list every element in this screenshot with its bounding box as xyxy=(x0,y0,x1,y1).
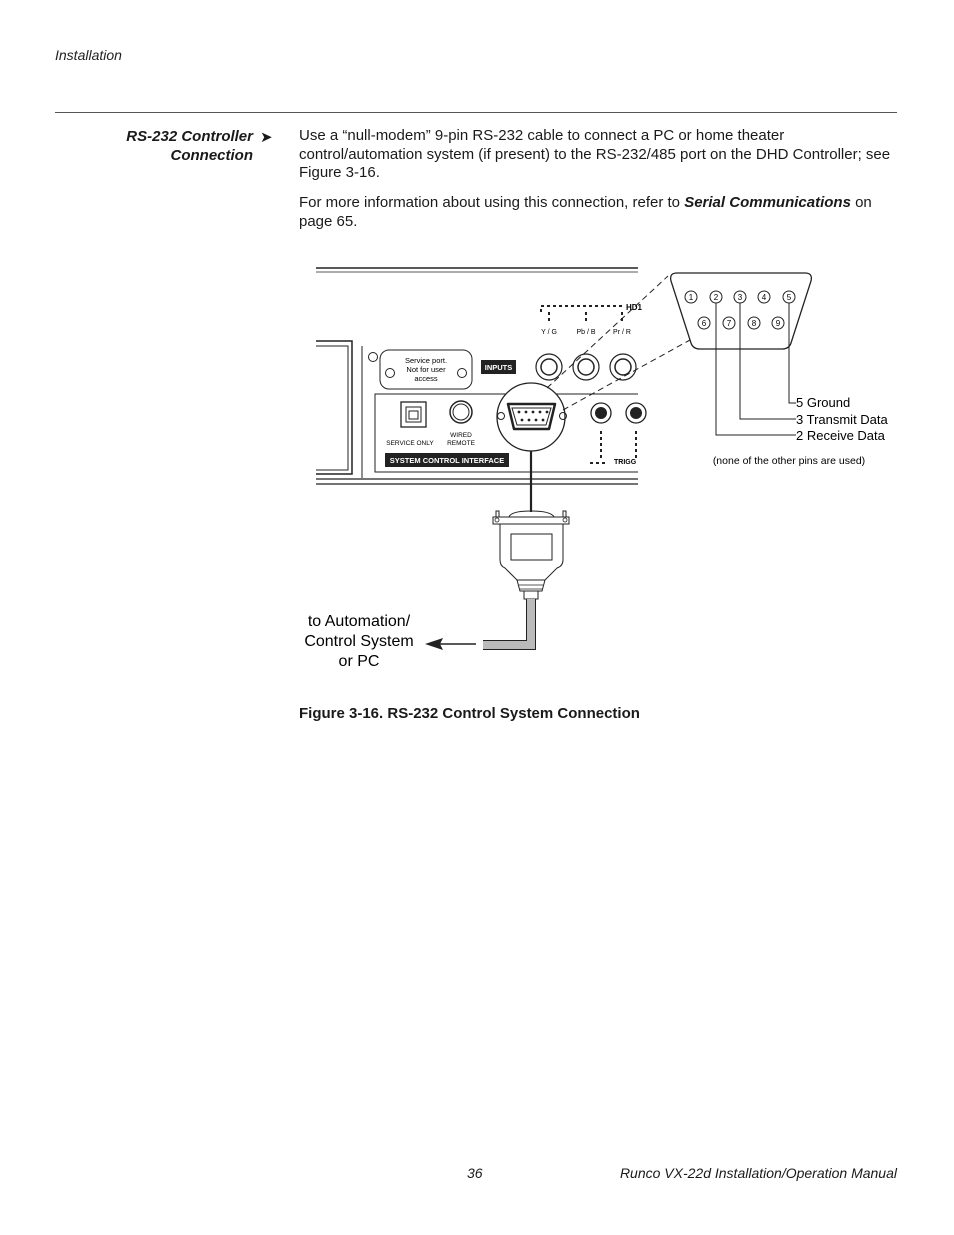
pin-4-label: 4 xyxy=(761,293,767,302)
panel-screw-left xyxy=(369,353,378,362)
pin-3-label: 3 xyxy=(737,293,743,302)
trigger-jack-2-inner xyxy=(630,407,642,419)
para2-text-before: For more information about using this connection, refer to xyxy=(299,194,685,211)
remote-label: REMOTE xyxy=(447,440,475,447)
usb-port xyxy=(401,402,426,427)
rca-jack-prr xyxy=(610,354,636,380)
pin-7-label: 7 xyxy=(726,319,732,328)
hd1-label: HD1 xyxy=(626,303,643,312)
section-heading-line1: RS-232 Controller xyxy=(126,128,253,145)
body-paragraph-1: Use a “null-modem” 9-pin RS-232 cable to connect a PC or home theater control/automation system (if present) to the RS-232/485 port on the DHD Controller; see Figure 3-16. xyxy=(299,127,891,181)
pbb-label: Pb / B xyxy=(576,329,596,336)
destination-line3: or PC xyxy=(338,653,380,670)
pin-5-label: 5 xyxy=(786,293,792,302)
rca-jack-pbb xyxy=(573,354,599,380)
destination-line2: Control System xyxy=(304,633,414,650)
trigger-jack-1-inner xyxy=(595,407,607,419)
rca-jack-yg xyxy=(536,354,562,380)
trigg-label: TRIGG xyxy=(614,459,637,466)
pins-note: (none of the other pins are used) xyxy=(712,455,866,467)
service-port-line3: access xyxy=(414,374,438,383)
usb-port-inner xyxy=(406,407,421,422)
automation-cable xyxy=(483,599,531,645)
cross-reference-link[interactable]: Serial Communications xyxy=(684,194,851,211)
pin-6-label: 6 xyxy=(701,319,707,328)
db9-pinout-shell xyxy=(671,273,812,349)
service-screw-right xyxy=(458,369,467,378)
pin-label-ground: 5 Ground xyxy=(796,395,851,410)
figure-caption: Figure 3-16. RS-232 Control System Connection xyxy=(299,705,640,722)
yg-label: Y / G xyxy=(541,329,557,336)
manual-title: Runco VX-22d Installation/Operation Manual xyxy=(619,1165,897,1181)
chassis-left-bracket-inner xyxy=(316,346,348,470)
zoom-line-upper xyxy=(547,276,668,388)
wired-label: WIRED xyxy=(450,432,472,439)
pin-1-label: 1 xyxy=(688,293,694,302)
arrow-icon: ➤ xyxy=(260,129,273,146)
pin-label-transmit: 3 Transmit Data xyxy=(796,412,888,427)
service-only-label: SERVICE ONLY xyxy=(386,440,434,447)
wired-remote-jack-inner xyxy=(453,404,469,420)
pin-9-label: 9 xyxy=(775,319,781,328)
section-heading-line2: Connection xyxy=(170,147,253,164)
prr-label: Pr / R xyxy=(613,329,631,336)
db9-plug xyxy=(493,511,569,599)
automation-cable-fill xyxy=(483,599,531,645)
leader-pin5-ground xyxy=(789,303,796,403)
service-port-line1: Service port. xyxy=(404,356,448,365)
pin-label-receive: 2 Receive Data xyxy=(796,428,885,443)
pin-2-label: 2 xyxy=(713,293,719,302)
service-screw-left xyxy=(386,369,395,378)
service-port-line2: Not for user xyxy=(406,365,446,374)
chassis-left-bracket xyxy=(316,341,352,474)
destination-line1: to Automation/ xyxy=(307,613,411,630)
rs232-zoom-circle xyxy=(497,383,565,451)
zoom-line-lower xyxy=(563,340,690,410)
pin-8-label: 8 xyxy=(751,319,757,328)
running-header: Installation xyxy=(55,47,122,63)
para2-text-after: on page 65. xyxy=(299,194,872,230)
inputs-label: INPUTS xyxy=(484,363,513,372)
hd1-bracket xyxy=(541,306,624,312)
sci-label: SYSTEM CONTROL INTERFACE xyxy=(389,456,505,465)
page-number: 36 xyxy=(467,1165,483,1181)
